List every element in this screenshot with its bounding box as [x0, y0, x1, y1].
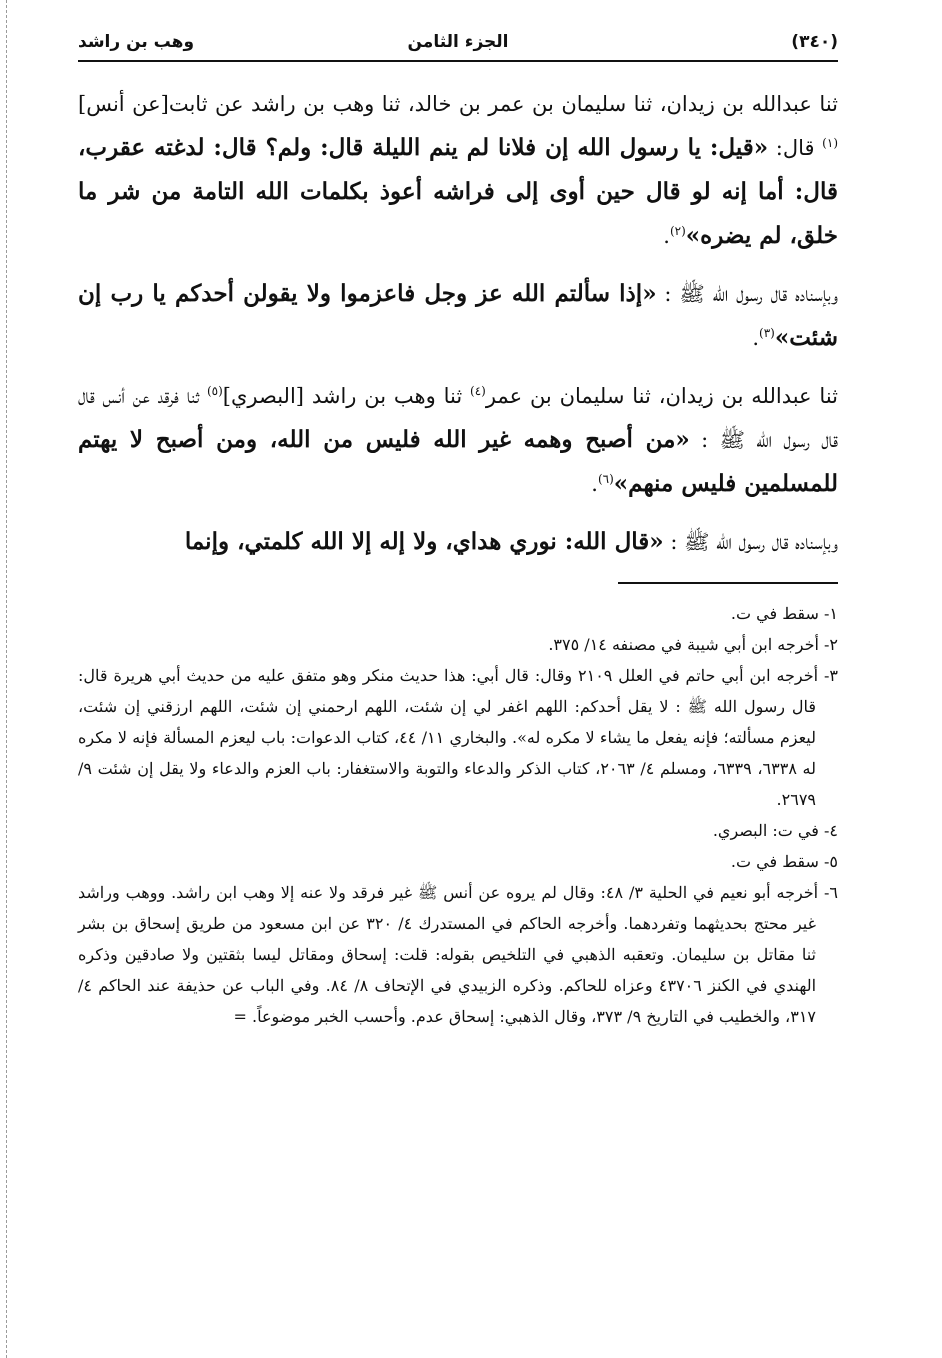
footnote-2: ٢- أخرجه ابن أبي شيبة في مصنفه ١٤/ ٣٧٥. — [548, 635, 838, 654]
footnote-6: ٦- أخرجه أبو نعيم في الحلية ٣/ ٤٨: وقال لم يروه عن أنس ﷺ غير فرقد ولا عنه إلا وهب ابن راشد. ووهب وراشد غير محتج بحديثهما وتفردهما. وأخرجه الحاكم في المستدرك ٤/ ٣٢٠ عن ابن مسعود من طريق إسحاق بن بشر ثنا مقاتل بن سليمان. وتعقبه الذهبي في التلخيص بقوله: قلت: إسحاق ومقاتل ليسا بثقتين ولا صادقين وذكره الهندي في الكنز ٤٣٧٠٦ وعزاه للحاكم. وذكره الزبيدي في الإتحاف ٨/ ٨٤. وفي الباب عن حذيفة عند الحاكم ٤/ ٣١٧، والخطيب في التاريخ ٩/ ٣٧٣، وقال الذهبي: إسحاق عدم. وأحسب الخبر موضوعاً. = — [78, 883, 839, 1026]
hadith-quote: «إذا سألتم الله عز وجل فاعزموا ولا يقولن أحدكم يا رب إن شئت» — [78, 280, 838, 351]
page-number: (٣٤٠) — [791, 32, 838, 52]
end-mark: . — [663, 224, 670, 248]
isnad-text: ثنا فرقد عن أنس قال قال رسول الله ﷺ : — [78, 384, 838, 452]
hadith-paragraph-3 — [78, 374, 838, 506]
hadith-paragraph-4 — [78, 520, 838, 564]
isnad-text: وبإسناده قال رسول الله ﷺ : — [663, 530, 838, 554]
footnote-1: ١- سقط في ت. — [730, 604, 838, 623]
running-head-part: الجزء الثامن — [407, 32, 509, 52]
running-head-narrator: وهب بن راشد — [78, 32, 195, 52]
footnote-5: ٥- سقط في ت. — [730, 852, 838, 871]
binding-margin-line — [6, 0, 7, 1358]
isnad-text: ثنا عبدالله بن زيدان، ثنا سليمان بن عمر بن خالد، ثنا وهب بن راشد عن ثابت[عن أنس] — [78, 92, 838, 116]
isnad-text: ثنا عبدالله بن زيدان، ثنا سليمان بن عمر — [485, 384, 838, 408]
hadith-quote: «قيل: يا رسول الله إن فلانا لم ينم الليلة قال: ولم؟ قال: لدغته عقرب، قال: أما إنه لو قال حين أوى إلى فراشه أعوذ بكلمات الله التامة من شر ما خلق، لم يضره» — [78, 134, 838, 249]
footnote-ref: (٢) — [669, 224, 686, 238]
footnote-3: ٣- أخرجه ابن أبي حاتم في العلل ٢١٠٩ وقال: قال أبي: هذا حديث منكر وهو متفق عليه من حديث أبي هريرة قال: قال رسول الله ﷺ : لا يقل أحدكم: اللهم اغفر لي إن شئت، اللهم ارحمني إن شئت، اللهم ارزقني إن شئت، ليعزم مسألته؛ فإنه يفعل ما يشاء لا مكره له». والبخاري ١١/ ٤٤، كتاب الدعوات: باب ليعزم المسألة فإنه لا مكره له ٦٣٣٨، ٦٣٣٩، ومسلم ٤/ ٢٠٦٣، كتاب الذكر والدعاء والتوبة والاستغفار: باب العزم والدعاء ولا يقل إن شئت ٩/ ٢٦٧٩. — [78, 666, 838, 809]
footnote-ref: (٦) — [597, 472, 614, 486]
isnad-text: وبإسناده قال رسول الله ﷺ : — [656, 282, 838, 306]
hadith-quote: «قال الله: نوري هداي، ولا إله إلا الله كلمتي، وإنما — [184, 528, 664, 555]
footnote-ref: (٤) — [470, 384, 486, 398]
footnote-ref: (١) — [822, 136, 838, 150]
footnote-4: ٤- في ت: البصري. — [712, 821, 838, 840]
footnotes — [78, 598, 838, 1032]
isnad-text: ثنا وهب بن راشد [البصري] — [222, 384, 471, 408]
isnad-text: قال: — [768, 136, 823, 160]
end-mark: . — [591, 472, 598, 496]
footnote-ref: (٣) — [759, 326, 775, 340]
main-text — [78, 82, 838, 564]
book-page — [78, 26, 838, 1032]
page-header — [78, 26, 838, 62]
hadith-quote: «من أصبح وهمه غير الله فليس من الله، ومن أصبح لا يهتم للمسلمين فليس منهم» — [78, 426, 838, 497]
footnote-ref: (٥) — [206, 384, 223, 398]
end-mark: . — [752, 326, 759, 350]
hadith-paragraph-1 — [78, 82, 838, 258]
footnote-separator — [618, 582, 838, 584]
hadith-paragraph-2 — [78, 272, 838, 360]
